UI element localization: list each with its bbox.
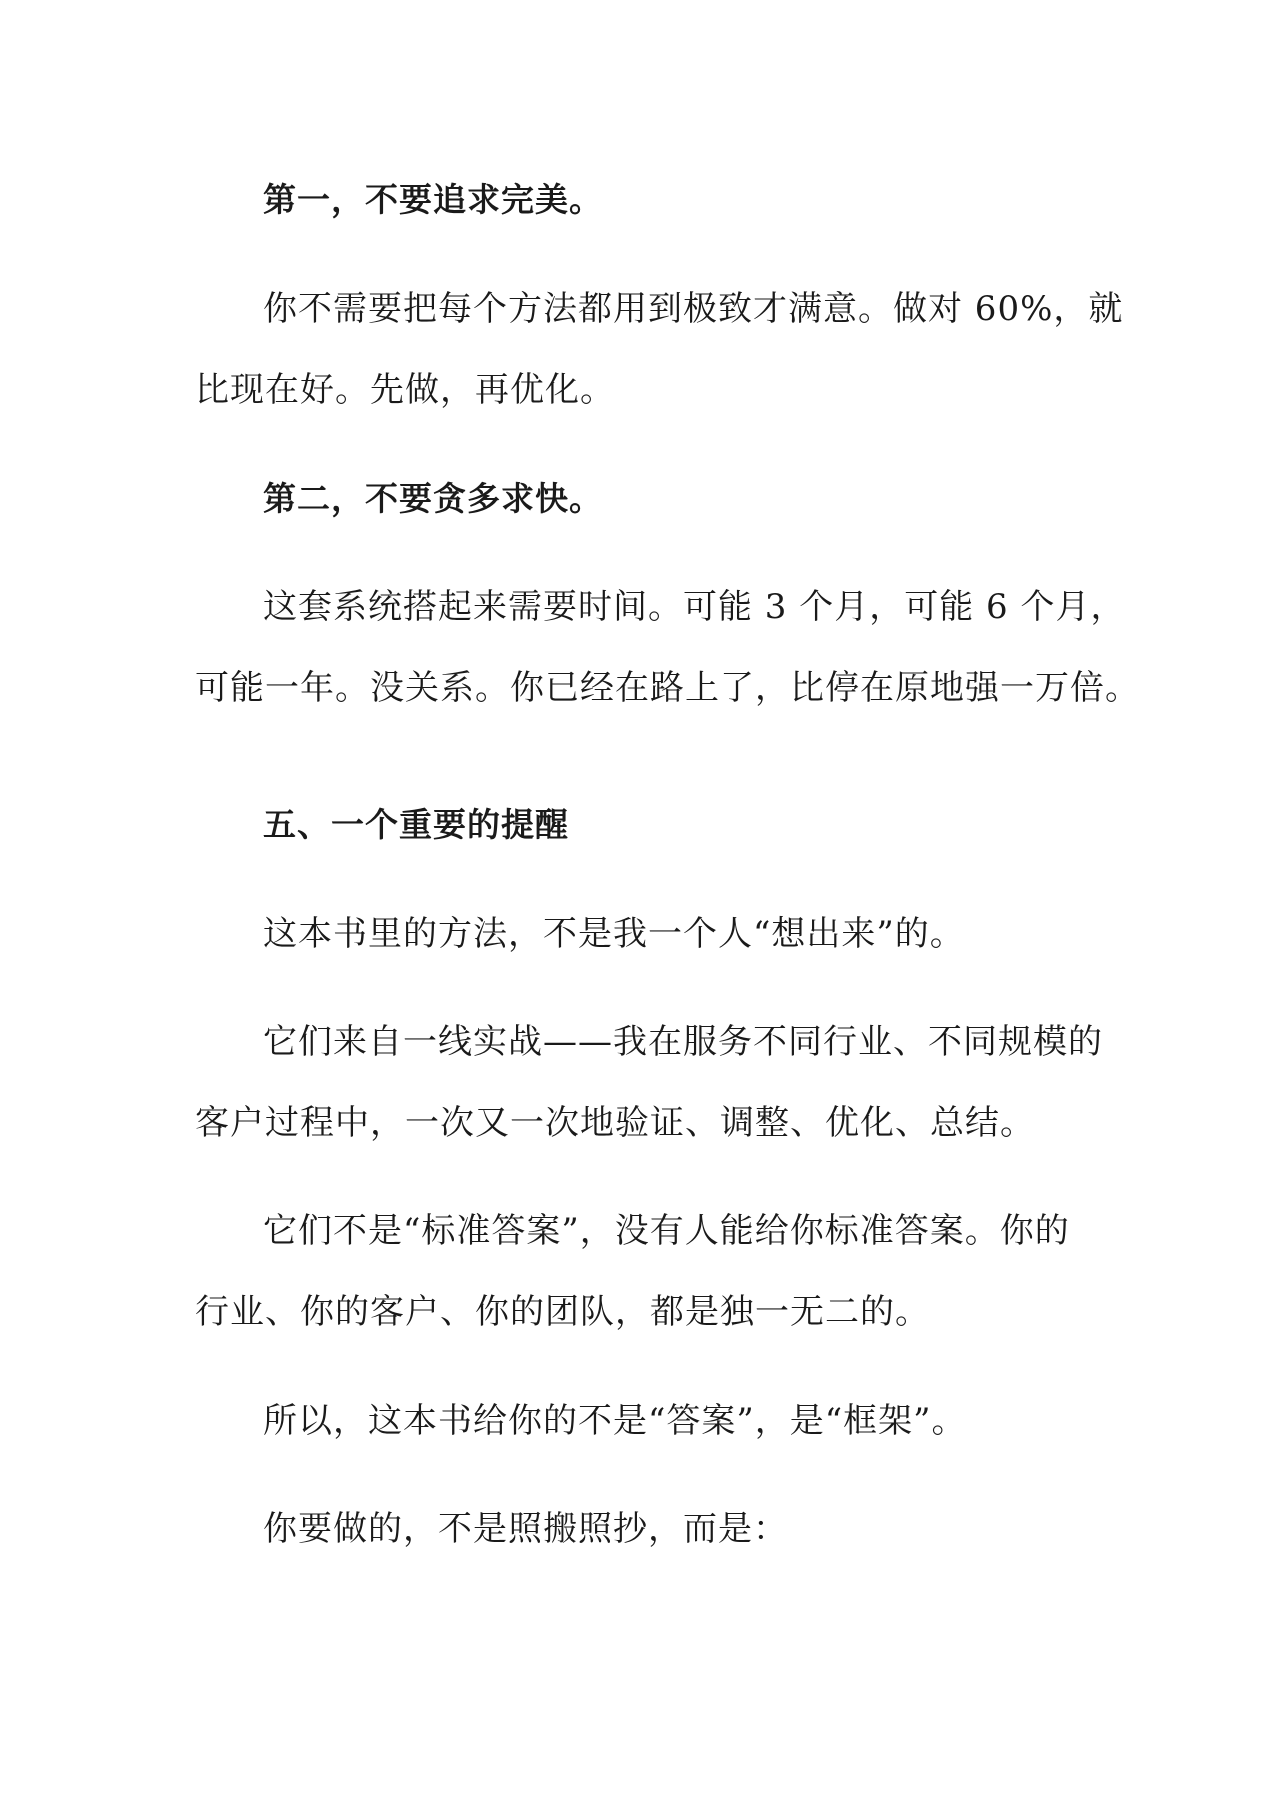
paragraph-line: 行业、你的客户、你的团队，都是独一无二的。 <box>195 1292 930 1332</box>
paragraph-line: 比现在好。先做，再优化。 <box>195 370 615 410</box>
paragraph-line: 可能一年。没关系。你已经在路上了，比停在原地强一万倍。 <box>195 668 1140 708</box>
paragraph-line: 它们不是“标准答案”，没有人能给你标准答案。你的 <box>263 1211 1070 1251</box>
paragraph-line: 你要做的，不是照搬照抄，而是： <box>263 1509 788 1549</box>
paragraph-line: 这套系统搭起来需要时间。可能 3 个月，可能 6 个月， <box>263 587 1126 627</box>
section-heading: 五、一个重要的提醒 <box>263 805 569 844</box>
heading-second-point: 第二，不要贪多求快。 <box>263 479 603 518</box>
paragraph-line: 所以，这本书给你的不是“答案”，是“框架”。 <box>263 1401 967 1441</box>
paragraph-line: 它们来自一线实战——我在服务不同行业、不同规模的 <box>263 1022 1103 1062</box>
paragraph-line: 你不需要把每个方法都用到极致才满意。做对 60%，就 <box>263 289 1124 329</box>
paragraph-line: 客户过程中，一次又一次地验证、调整、优化、总结。 <box>195 1103 1035 1143</box>
paragraph-line: 这本书里的方法，不是我一个人“想出来”的。 <box>263 914 965 954</box>
heading-first-point: 第一，不要追求完美。 <box>263 180 603 219</box>
